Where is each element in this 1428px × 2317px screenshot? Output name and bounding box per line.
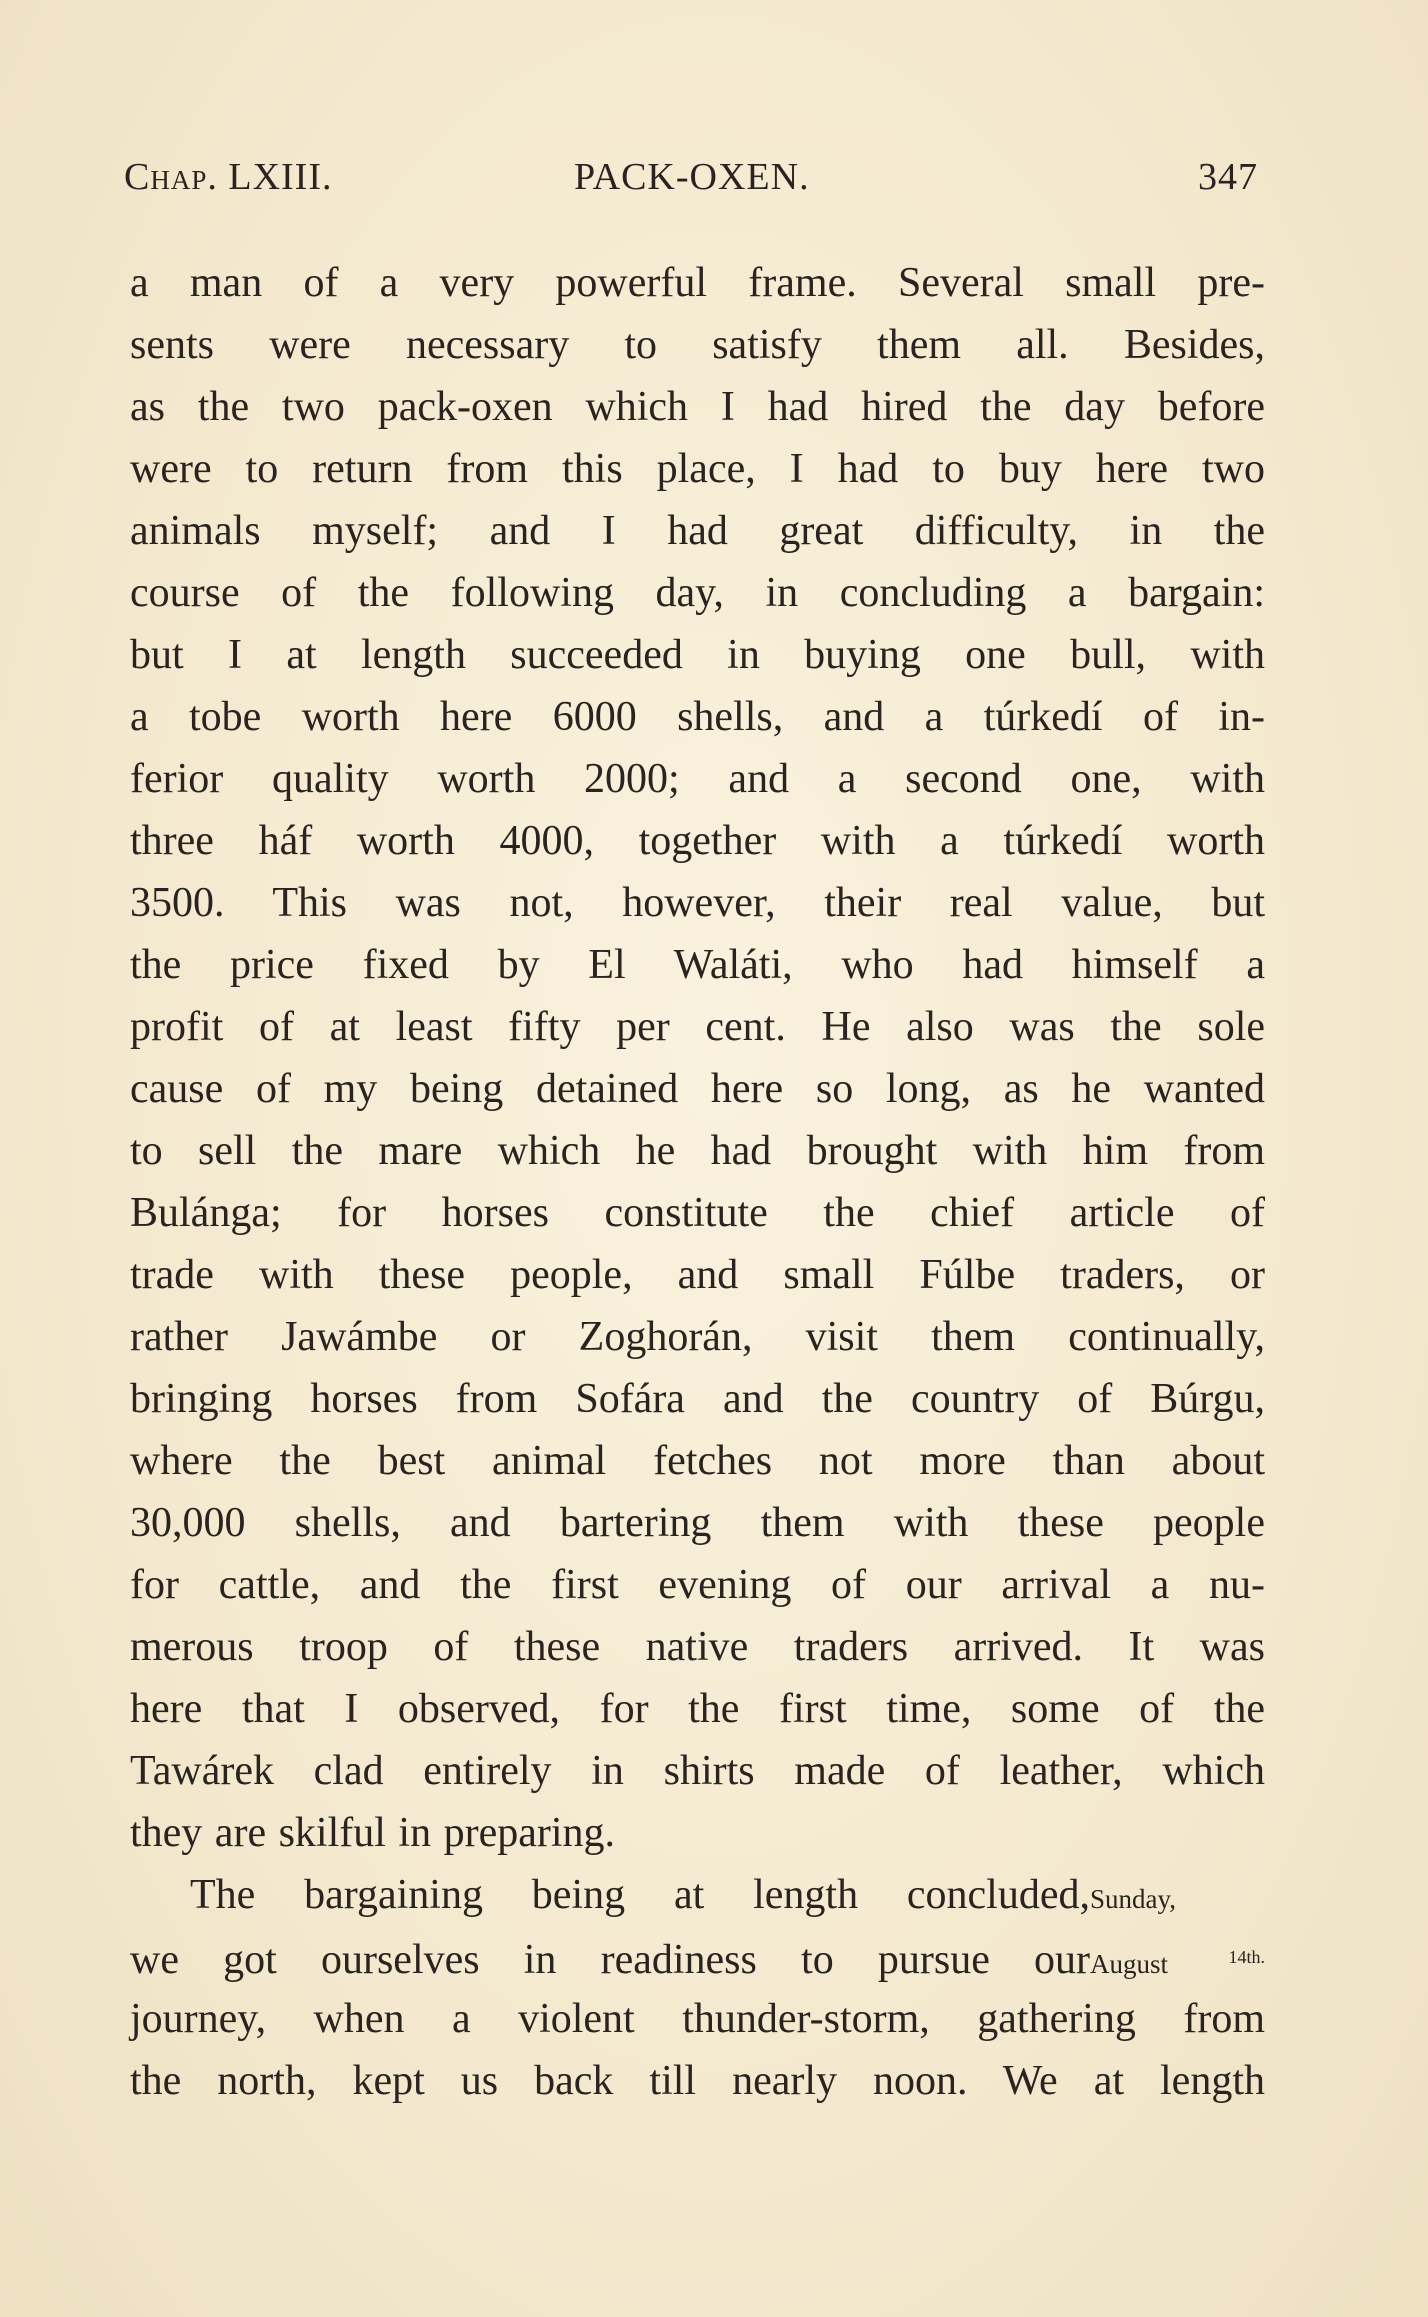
text-line: journey, when a violent thunder-storm, gathering from xyxy=(130,1996,1265,2042)
text-line: where the best animal fetches not more than about xyxy=(130,1438,1265,1484)
text-line: Tawárek clad entirely in shirts made of leather, which xyxy=(130,1748,1265,1794)
margin-note-day-number: 14th. xyxy=(1228,1947,1265,1967)
text-line: sents were necessary to satisfy them all. Besides, xyxy=(130,322,1265,368)
text-line: course of the following day, in concluding a bargain: xyxy=(130,570,1265,616)
text-line: we got ourselves in readiness to pursue our xyxy=(130,1937,1090,1983)
text-line: the north, kept us back till nearly noon. We at length xyxy=(130,2058,1265,2104)
text-line: 30,000 shells, and bartering them with these people xyxy=(130,1500,1265,1546)
text-line: cause of my being detained here so long, as he wanted xyxy=(130,1066,1265,1112)
margin-note-month: August xyxy=(1090,1949,1169,1979)
text-line: profit of at least fifty per cent. He also was the sole xyxy=(130,1004,1265,1050)
text-line: merous troop of these native traders arrived. It was xyxy=(130,1624,1265,1670)
chapter-label: Chap. LXIII. xyxy=(124,156,333,198)
text-line: 3500. This was not, however, their real value, but xyxy=(130,880,1265,926)
text-line: a tobe worth here 6000 shells, and a túrkedí of in- xyxy=(130,694,1265,740)
text-line: here that I observed, for the first time, some of the xyxy=(130,1686,1265,1732)
text-line: but I at length succeeded in buying one bull, with xyxy=(130,632,1265,678)
text-line: the price fixed by El Waláti, who had himself a xyxy=(130,942,1265,988)
paragraph-start-line xyxy=(130,1864,1265,1926)
margin-note-date xyxy=(1090,1926,1265,1995)
body-text xyxy=(130,252,1265,2112)
text-line: were to return from this place, I had to buy here two xyxy=(130,446,1265,492)
running-head xyxy=(124,155,1258,205)
text-line: three háf worth 4000, together with a túrkedí worth xyxy=(130,818,1265,864)
page-number: 347 xyxy=(1198,156,1258,198)
text-line: ferior quality worth 2000; and a second one, with xyxy=(130,756,1265,802)
text-line: as the two pack-oxen which I had hired the day before xyxy=(130,384,1265,430)
text-line: The bargaining being at length concluded, xyxy=(190,1872,1090,1918)
text-line: trade with these people, and small Fúlbe traders, or xyxy=(130,1252,1265,1298)
text-line: a man of a very powerful frame. Several small pre- xyxy=(130,260,1265,306)
text-line: Bulánga; for horses constitute the chief article of xyxy=(130,1190,1265,1236)
text-line: for cattle, and the first evening of our arrival a nu- xyxy=(130,1562,1265,1608)
page-title: PACK-OXEN. xyxy=(574,156,810,198)
text-line-with-margin xyxy=(130,1926,1265,1988)
text-line: bringing horses from Sofára and the country of Búrgu, xyxy=(130,1376,1265,1422)
text-line: rather Jawámbe or Zoghorán, visit them continually, xyxy=(130,1314,1265,1360)
paragraph-end-line: they are skilful in preparing. xyxy=(130,1810,616,1856)
text-line: animals myself; and I had great difficulty, in the xyxy=(130,508,1265,554)
text-line: to sell the mare which he had brought with him from xyxy=(130,1128,1265,1174)
margin-note-day: Sunday, xyxy=(1090,1884,1176,1914)
